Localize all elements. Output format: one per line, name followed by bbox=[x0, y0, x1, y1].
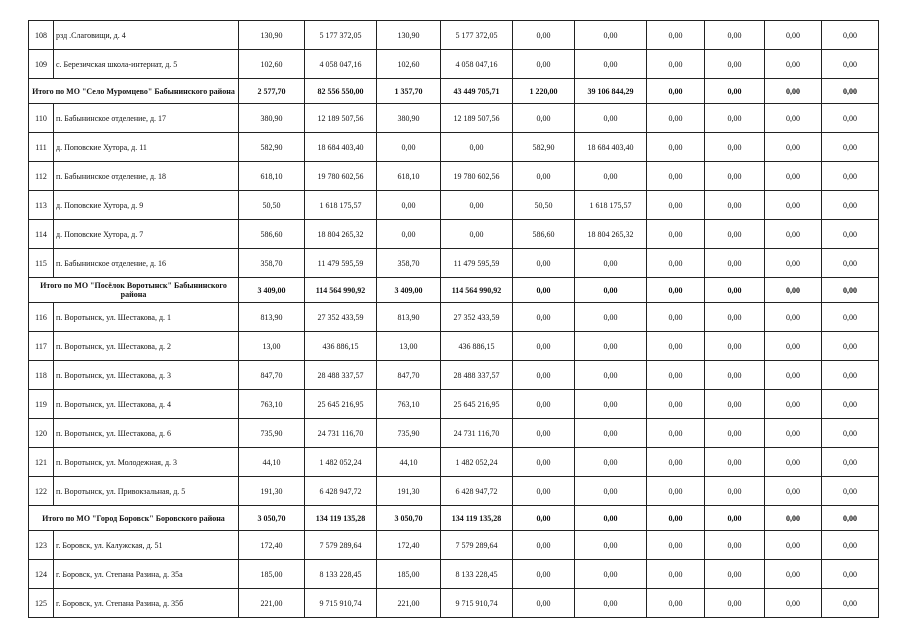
value-cell: 0,00 bbox=[822, 162, 879, 191]
value-cell: 0,00 bbox=[575, 361, 647, 390]
value-cell: 0,00 bbox=[765, 589, 822, 618]
value-cell: 114 564 990,92 bbox=[441, 278, 513, 303]
table-row bbox=[29, 133, 879, 162]
value-cell: 0,00 bbox=[575, 531, 647, 560]
value-cell: 18 684 403,40 bbox=[305, 133, 377, 162]
table-row bbox=[29, 21, 879, 50]
value-cell: 0,00 bbox=[822, 104, 879, 133]
value-cell: 0,00 bbox=[705, 133, 765, 162]
value-cell: 0,00 bbox=[705, 21, 765, 50]
value-cell: 0,00 bbox=[822, 303, 879, 332]
value-cell: 0,00 bbox=[513, 104, 575, 133]
value-cell: 0,00 bbox=[765, 390, 822, 419]
value-cell: 172,40 bbox=[239, 531, 305, 560]
value-cell: 0,00 bbox=[765, 191, 822, 220]
value-cell: 0,00 bbox=[765, 79, 822, 104]
value-cell: 82 556 550,00 bbox=[305, 79, 377, 104]
value-cell: 813,90 bbox=[239, 303, 305, 332]
value-cell: 134 119 135,28 bbox=[305, 506, 377, 531]
value-cell: 0,00 bbox=[647, 419, 705, 448]
value-cell: 25 645 216,95 bbox=[305, 390, 377, 419]
row-number: 109 bbox=[29, 50, 54, 79]
value-cell: 6 428 947,72 bbox=[441, 477, 513, 506]
value-cell: 130,90 bbox=[239, 21, 305, 50]
value-cell: 3 050,70 bbox=[239, 506, 305, 531]
value-cell: 0,00 bbox=[513, 21, 575, 50]
value-cell: 1 618 175,57 bbox=[305, 191, 377, 220]
value-cell: 0,00 bbox=[822, 21, 879, 50]
row-number: 118 bbox=[29, 361, 54, 390]
value-cell: 8 133 228,45 bbox=[305, 560, 377, 589]
value-cell: 7 579 289,64 bbox=[441, 531, 513, 560]
value-cell: 0,00 bbox=[647, 50, 705, 79]
value-cell: 0,00 bbox=[765, 419, 822, 448]
row-number: 108 bbox=[29, 21, 54, 50]
value-cell: 0,00 bbox=[765, 303, 822, 332]
value-cell: 0,00 bbox=[765, 220, 822, 249]
value-cell: 12 189 507,56 bbox=[305, 104, 377, 133]
value-cell: 13,00 bbox=[377, 332, 441, 361]
value-cell: 130,90 bbox=[377, 21, 441, 50]
value-cell: 0,00 bbox=[441, 133, 513, 162]
value-cell: 19 780 602,56 bbox=[441, 162, 513, 191]
value-cell: 28 488 337,57 bbox=[441, 361, 513, 390]
table-row bbox=[29, 249, 879, 278]
value-cell: 12 189 507,56 bbox=[441, 104, 513, 133]
subtotal-row bbox=[29, 506, 879, 531]
value-cell: 185,00 bbox=[377, 560, 441, 589]
value-cell: 0,00 bbox=[822, 133, 879, 162]
value-cell: 11 479 595,59 bbox=[441, 249, 513, 278]
value-cell: 0,00 bbox=[513, 560, 575, 589]
value-cell: 9 715 910,74 bbox=[441, 589, 513, 618]
row-number: 120 bbox=[29, 419, 54, 448]
value-cell: 436 886,15 bbox=[305, 332, 377, 361]
value-cell: 0,00 bbox=[705, 249, 765, 278]
value-cell: 25 645 216,95 bbox=[441, 390, 513, 419]
value-cell: 0,00 bbox=[575, 560, 647, 589]
value-cell: 0,00 bbox=[705, 477, 765, 506]
value-cell: 3 409,00 bbox=[239, 278, 305, 303]
value-cell: 0,00 bbox=[647, 560, 705, 589]
address-cell: п. Воротынск, ул. Шестакова, д. 6 bbox=[54, 419, 239, 448]
value-cell: 0,00 bbox=[513, 477, 575, 506]
value-cell: 221,00 bbox=[377, 589, 441, 618]
value-cell: 0,00 bbox=[765, 133, 822, 162]
table-row bbox=[29, 589, 879, 618]
value-cell: 0,00 bbox=[705, 589, 765, 618]
value-cell: 358,70 bbox=[239, 249, 305, 278]
value-cell: 0,00 bbox=[765, 531, 822, 560]
row-number: 123 bbox=[29, 531, 54, 560]
value-cell: 0,00 bbox=[765, 448, 822, 477]
value-cell: 0,00 bbox=[513, 448, 575, 477]
value-cell: 172,40 bbox=[377, 531, 441, 560]
housing-program-table bbox=[28, 20, 879, 618]
value-cell: 43 449 705,71 bbox=[441, 79, 513, 104]
value-cell: 0,00 bbox=[377, 220, 441, 249]
value-cell: 735,90 bbox=[377, 419, 441, 448]
value-cell: 0,00 bbox=[575, 589, 647, 618]
table-row bbox=[29, 191, 879, 220]
value-cell: 0,00 bbox=[513, 50, 575, 79]
address-cell: г. Боровск, ул. Степана Разина, д. 35б bbox=[54, 589, 239, 618]
value-cell: 0,00 bbox=[822, 477, 879, 506]
table-row bbox=[29, 162, 879, 191]
value-cell: 380,90 bbox=[377, 104, 441, 133]
value-cell: 221,00 bbox=[239, 589, 305, 618]
value-cell: 0,00 bbox=[765, 162, 822, 191]
address-cell: рзд .Слаговищи, д. 4 bbox=[54, 21, 239, 50]
value-cell: 39 106 844,29 bbox=[575, 79, 647, 104]
table-row bbox=[29, 560, 879, 589]
value-cell: 0,00 bbox=[513, 303, 575, 332]
row-number: 112 bbox=[29, 162, 54, 191]
value-cell: 24 731 116,70 bbox=[441, 419, 513, 448]
value-cell: 0,00 bbox=[441, 191, 513, 220]
value-cell: 0,00 bbox=[765, 21, 822, 50]
table-row bbox=[29, 419, 879, 448]
address-cell: п. Бабынинское отделение, д. 16 bbox=[54, 249, 239, 278]
value-cell: 18 684 403,40 bbox=[575, 133, 647, 162]
value-cell: 0,00 bbox=[513, 390, 575, 419]
value-cell: 0,00 bbox=[822, 448, 879, 477]
value-cell: 185,00 bbox=[239, 560, 305, 589]
value-cell: 134 119 135,28 bbox=[441, 506, 513, 531]
value-cell: 0,00 bbox=[575, 506, 647, 531]
value-cell: 102,60 bbox=[377, 50, 441, 79]
value-cell: 1 357,70 bbox=[377, 79, 441, 104]
value-cell: 0,00 bbox=[765, 104, 822, 133]
value-cell: 0,00 bbox=[647, 220, 705, 249]
value-cell: 0,00 bbox=[513, 589, 575, 618]
value-cell: 0,00 bbox=[647, 133, 705, 162]
address-cell: п. Бабынинское отделение, д. 18 bbox=[54, 162, 239, 191]
row-number: 114 bbox=[29, 220, 54, 249]
value-cell: 436 886,15 bbox=[441, 332, 513, 361]
value-cell: 24 731 116,70 bbox=[305, 419, 377, 448]
value-cell: 0,00 bbox=[822, 531, 879, 560]
value-cell: 0,00 bbox=[647, 278, 705, 303]
value-cell: 0,00 bbox=[647, 249, 705, 278]
value-cell: 18 804 265,32 bbox=[575, 220, 647, 249]
value-cell: 0,00 bbox=[575, 21, 647, 50]
value-cell: 0,00 bbox=[647, 303, 705, 332]
value-cell: 0,00 bbox=[647, 21, 705, 50]
address-cell: п. Воротынск, ул. Шестакова, д. 4 bbox=[54, 390, 239, 419]
value-cell: 0,00 bbox=[705, 278, 765, 303]
value-cell: 2 577,70 bbox=[239, 79, 305, 104]
row-number: 122 bbox=[29, 477, 54, 506]
value-cell: 13,00 bbox=[239, 332, 305, 361]
value-cell: 0,00 bbox=[647, 589, 705, 618]
value-cell: 18 804 265,32 bbox=[305, 220, 377, 249]
value-cell: 0,00 bbox=[705, 448, 765, 477]
value-cell: 28 488 337,57 bbox=[305, 361, 377, 390]
value-cell: 0,00 bbox=[822, 249, 879, 278]
row-number: 113 bbox=[29, 191, 54, 220]
value-cell: 50,50 bbox=[513, 191, 575, 220]
address-cell: п. Бабынинское отделение, д. 17 bbox=[54, 104, 239, 133]
value-cell: 0,00 bbox=[513, 249, 575, 278]
value-cell: 191,30 bbox=[239, 477, 305, 506]
value-cell: 0,00 bbox=[575, 448, 647, 477]
value-cell: 0,00 bbox=[575, 104, 647, 133]
subtotal-row bbox=[29, 278, 879, 303]
value-cell: 0,00 bbox=[822, 50, 879, 79]
value-cell: 813,90 bbox=[377, 303, 441, 332]
row-number: 125 bbox=[29, 589, 54, 618]
value-cell: 582,90 bbox=[239, 133, 305, 162]
row-number: 124 bbox=[29, 560, 54, 589]
value-cell: 0,00 bbox=[822, 390, 879, 419]
value-cell: 0,00 bbox=[705, 79, 765, 104]
value-cell: 586,60 bbox=[239, 220, 305, 249]
value-cell: 44,10 bbox=[377, 448, 441, 477]
subtotal-label: Итого по МО "Село Муромцево" Бабынинского района bbox=[29, 79, 239, 104]
table-row bbox=[29, 332, 879, 361]
value-cell: 0,00 bbox=[822, 419, 879, 448]
value-cell: 0,00 bbox=[765, 249, 822, 278]
value-cell: 0,00 bbox=[647, 162, 705, 191]
address-cell: п. Воротынск, ул. Шестакова, д. 1 bbox=[54, 303, 239, 332]
value-cell: 0,00 bbox=[705, 303, 765, 332]
value-cell: 735,90 bbox=[239, 419, 305, 448]
row-number: 111 bbox=[29, 133, 54, 162]
value-cell: 0,00 bbox=[705, 560, 765, 589]
value-cell: 0,00 bbox=[822, 506, 879, 531]
row-number: 117 bbox=[29, 332, 54, 361]
value-cell: 0,00 bbox=[647, 191, 705, 220]
value-cell: 0,00 bbox=[647, 332, 705, 361]
value-cell: 847,70 bbox=[377, 361, 441, 390]
value-cell: 0,00 bbox=[705, 332, 765, 361]
value-cell: 0,00 bbox=[822, 220, 879, 249]
value-cell: 0,00 bbox=[822, 560, 879, 589]
value-cell: 0,00 bbox=[575, 303, 647, 332]
value-cell: 50,50 bbox=[239, 191, 305, 220]
subtotal-label: Итого по МО "Город Боровск" Боровского района bbox=[29, 506, 239, 531]
value-cell: 0,00 bbox=[765, 477, 822, 506]
value-cell: 0,00 bbox=[513, 506, 575, 531]
value-cell: 582,90 bbox=[513, 133, 575, 162]
value-cell: 3 409,00 bbox=[377, 278, 441, 303]
table-row bbox=[29, 220, 879, 249]
value-cell: 763,10 bbox=[377, 390, 441, 419]
value-cell: 0,00 bbox=[705, 506, 765, 531]
value-cell: 618,10 bbox=[239, 162, 305, 191]
value-cell: 358,70 bbox=[377, 249, 441, 278]
value-cell: 763,10 bbox=[239, 390, 305, 419]
row-number: 116 bbox=[29, 303, 54, 332]
value-cell: 0,00 bbox=[647, 361, 705, 390]
value-cell: 618,10 bbox=[377, 162, 441, 191]
value-cell: 1 618 175,57 bbox=[575, 191, 647, 220]
value-cell: 5 177 372,05 bbox=[305, 21, 377, 50]
table-row bbox=[29, 303, 879, 332]
value-cell: 0,00 bbox=[513, 278, 575, 303]
table-row bbox=[29, 448, 879, 477]
address-cell: с. Березичская школа-интернат, д. 5 bbox=[54, 50, 239, 79]
subtotal-label: Итого по МО "Посёлок Воротынск" Бабынинского района bbox=[29, 278, 239, 303]
value-cell: 11 479 595,59 bbox=[305, 249, 377, 278]
value-cell: 847,70 bbox=[239, 361, 305, 390]
value-cell: 0,00 bbox=[705, 50, 765, 79]
value-cell: 0,00 bbox=[377, 133, 441, 162]
value-cell: 114 564 990,92 bbox=[305, 278, 377, 303]
value-cell: 0,00 bbox=[705, 104, 765, 133]
value-cell: 0,00 bbox=[377, 191, 441, 220]
subtotal-row bbox=[29, 79, 879, 104]
value-cell: 0,00 bbox=[513, 419, 575, 448]
value-cell: 0,00 bbox=[765, 50, 822, 79]
value-cell: 0,00 bbox=[765, 332, 822, 361]
table-row bbox=[29, 50, 879, 79]
value-cell: 0,00 bbox=[705, 531, 765, 560]
value-cell: 7 579 289,64 bbox=[305, 531, 377, 560]
value-cell: 8 133 228,45 bbox=[441, 560, 513, 589]
value-cell: 102,60 bbox=[239, 50, 305, 79]
table-row bbox=[29, 104, 879, 133]
value-cell: 0,00 bbox=[513, 531, 575, 560]
value-cell: 0,00 bbox=[765, 278, 822, 303]
value-cell: 0,00 bbox=[822, 332, 879, 361]
value-cell: 6 428 947,72 bbox=[305, 477, 377, 506]
value-cell: 0,00 bbox=[513, 361, 575, 390]
address-cell: п. Воротынск, ул. Шестакова, д. 2 bbox=[54, 332, 239, 361]
value-cell: 0,00 bbox=[647, 390, 705, 419]
value-cell: 4 058 047,16 bbox=[305, 50, 377, 79]
value-cell: 380,90 bbox=[239, 104, 305, 133]
address-cell: п. Воротынск, ул. Привокзальная, д. 5 bbox=[54, 477, 239, 506]
value-cell: 0,00 bbox=[575, 50, 647, 79]
value-cell: 1 482 052,24 bbox=[441, 448, 513, 477]
value-cell: 0,00 bbox=[647, 79, 705, 104]
value-cell: 0,00 bbox=[575, 390, 647, 419]
table-row bbox=[29, 361, 879, 390]
table-row bbox=[29, 477, 879, 506]
address-cell: д. Поповские Хутора, д. 9 bbox=[54, 191, 239, 220]
value-cell: 0,00 bbox=[647, 506, 705, 531]
value-cell: 1 220,00 bbox=[513, 79, 575, 104]
value-cell: 19 780 602,56 bbox=[305, 162, 377, 191]
value-cell: 44,10 bbox=[239, 448, 305, 477]
row-number: 121 bbox=[29, 448, 54, 477]
value-cell: 3 050,70 bbox=[377, 506, 441, 531]
value-cell: 0,00 bbox=[647, 104, 705, 133]
value-cell: 0,00 bbox=[575, 249, 647, 278]
value-cell: 0,00 bbox=[575, 419, 647, 448]
table-row bbox=[29, 531, 879, 560]
value-cell: 0,00 bbox=[822, 79, 879, 104]
value-cell: 0,00 bbox=[513, 332, 575, 361]
address-cell: г. Боровск, ул. Степана Разина, д. 35а bbox=[54, 560, 239, 589]
value-cell: 0,00 bbox=[765, 361, 822, 390]
value-cell: 0,00 bbox=[441, 220, 513, 249]
value-cell: 0,00 bbox=[513, 162, 575, 191]
row-number: 119 bbox=[29, 390, 54, 419]
value-cell: 27 352 433,59 bbox=[441, 303, 513, 332]
value-cell: 0,00 bbox=[575, 162, 647, 191]
table-row bbox=[29, 390, 879, 419]
value-cell: 0,00 bbox=[575, 477, 647, 506]
value-cell: 0,00 bbox=[705, 361, 765, 390]
value-cell: 0,00 bbox=[765, 506, 822, 531]
value-cell: 1 482 052,24 bbox=[305, 448, 377, 477]
value-cell: 0,00 bbox=[705, 390, 765, 419]
address-cell: п. Воротынск, ул. Молодежная, д. 3 bbox=[54, 448, 239, 477]
address-cell: д. Поповские Хутора, д. 7 bbox=[54, 220, 239, 249]
value-cell: 0,00 bbox=[705, 220, 765, 249]
row-number: 115 bbox=[29, 249, 54, 278]
address-cell: п. Воротынск, ул. Шестакова, д. 3 bbox=[54, 361, 239, 390]
row-number: 110 bbox=[29, 104, 54, 133]
value-cell: 0,00 bbox=[705, 419, 765, 448]
value-cell: 9 715 910,74 bbox=[305, 589, 377, 618]
value-cell: 0,00 bbox=[575, 278, 647, 303]
value-cell: 0,00 bbox=[705, 162, 765, 191]
value-cell: 27 352 433,59 bbox=[305, 303, 377, 332]
address-cell: г. Боровск, ул. Калужская, д. 51 bbox=[54, 531, 239, 560]
address-cell: д. Поповские Хутора, д. 11 bbox=[54, 133, 239, 162]
value-cell: 0,00 bbox=[765, 560, 822, 589]
value-cell: 0,00 bbox=[705, 191, 765, 220]
value-cell: 0,00 bbox=[647, 531, 705, 560]
value-cell: 0,00 bbox=[822, 278, 879, 303]
value-cell: 0,00 bbox=[575, 332, 647, 361]
value-cell: 0,00 bbox=[647, 477, 705, 506]
value-cell: 191,30 bbox=[377, 477, 441, 506]
value-cell: 0,00 bbox=[822, 361, 879, 390]
value-cell: 4 058 047,16 bbox=[441, 50, 513, 79]
value-cell: 586,60 bbox=[513, 220, 575, 249]
value-cell: 5 177 372,05 bbox=[441, 21, 513, 50]
value-cell: 0,00 bbox=[647, 448, 705, 477]
value-cell: 0,00 bbox=[822, 191, 879, 220]
value-cell: 0,00 bbox=[822, 589, 879, 618]
